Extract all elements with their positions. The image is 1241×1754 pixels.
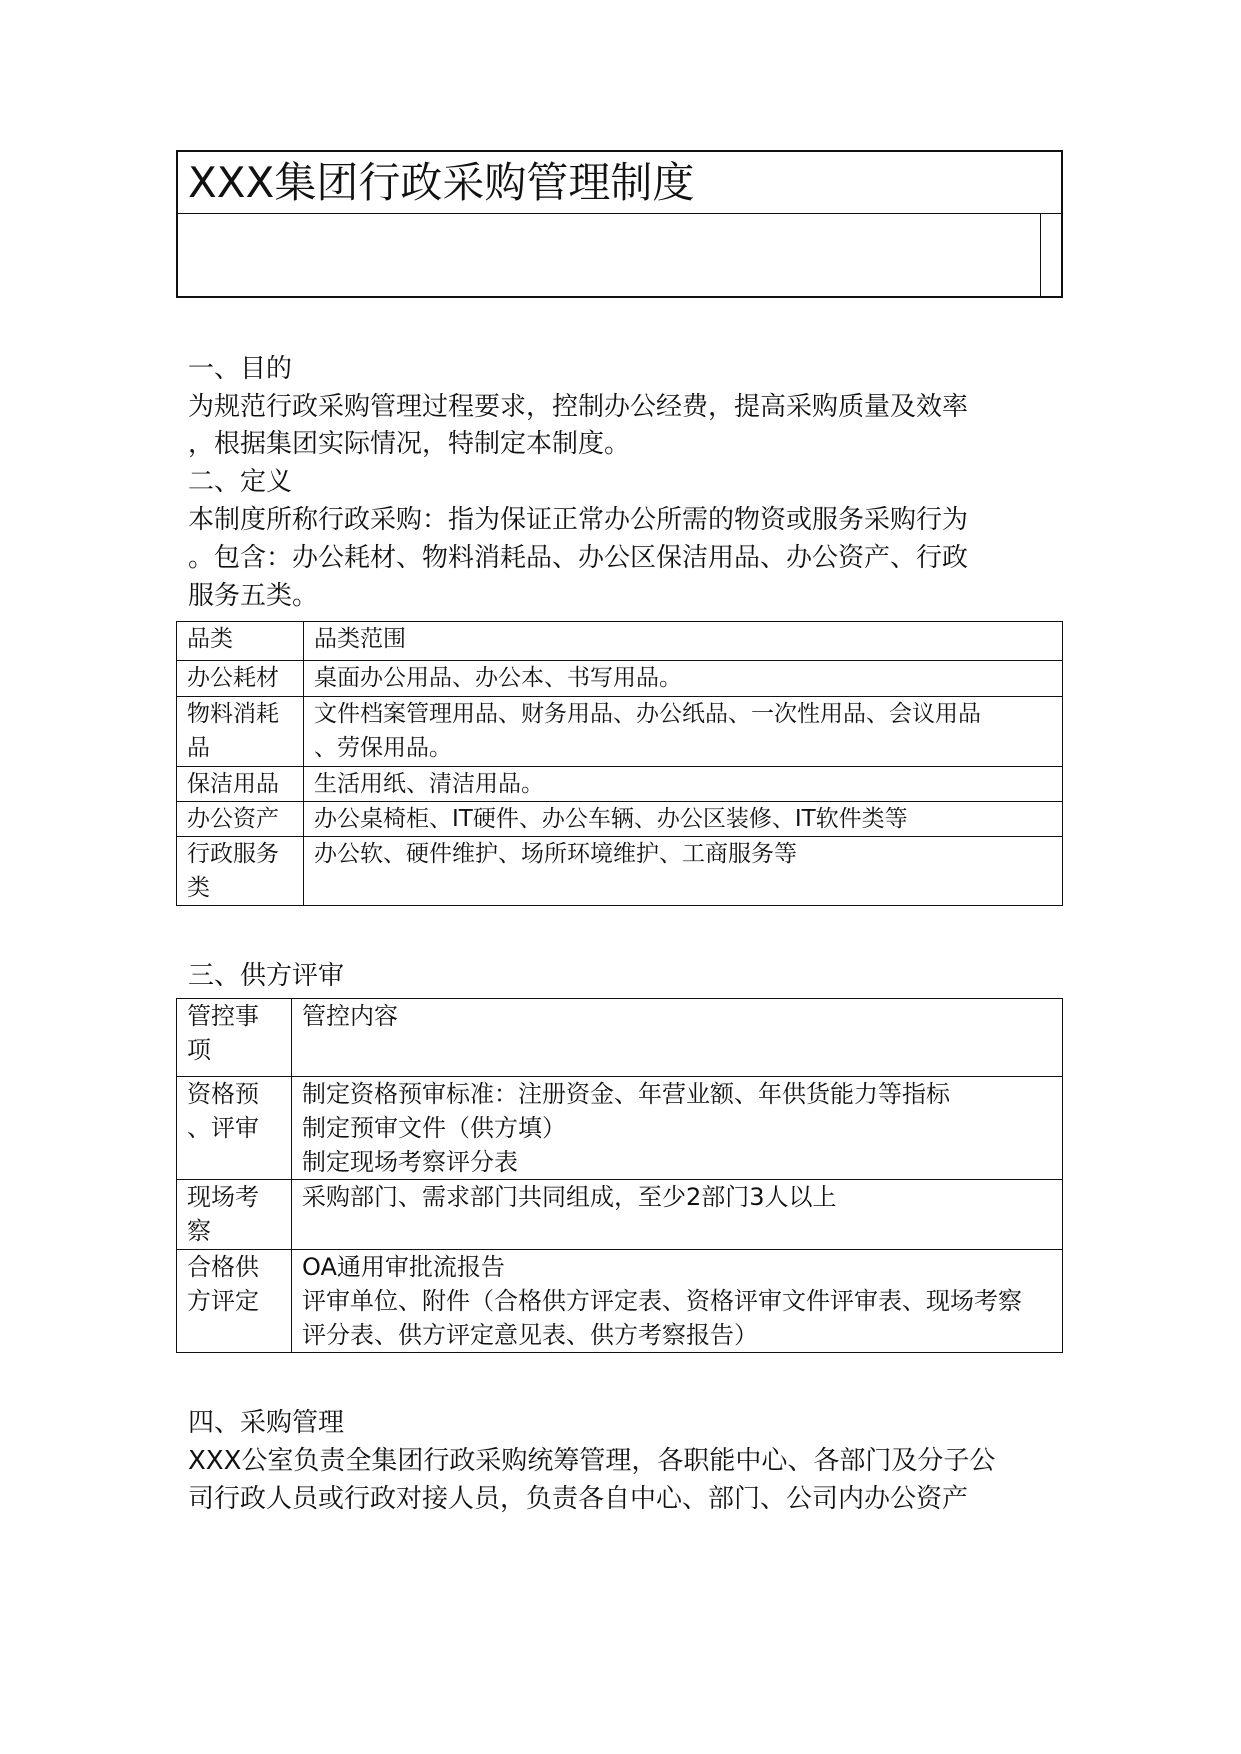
cell-text: 现场考	[187, 1183, 259, 1211]
table-row	[177, 697, 1063, 767]
header-category: 品类	[187, 626, 233, 652]
cell-text: 办公桌椅柜、IT硬件、办公车辆、办公区装修、IT软件类等	[314, 806, 908, 832]
cell-text: 制定现场考察评分表	[302, 1148, 518, 1176]
table-row	[177, 1180, 1063, 1250]
table-cell	[177, 1250, 292, 1353]
table-row	[177, 767, 1063, 802]
section-2-heading: 二、定义	[188, 467, 293, 497]
table-cell	[304, 802, 1063, 837]
title-blank-row	[178, 214, 1061, 296]
table-header-cell	[292, 999, 1063, 1077]
cell-text: 办公资产	[187, 806, 279, 832]
table-cell	[304, 837, 1063, 906]
table-row	[177, 661, 1063, 697]
title-blank-divider	[1040, 214, 1041, 296]
table-cell	[177, 802, 304, 837]
header-content: 管控内容	[302, 1002, 398, 1030]
section-2-line-3: 服务五类。	[188, 581, 319, 611]
cell-text: 、劳保用品。	[314, 735, 452, 761]
supplier-review-table	[176, 998, 1063, 1353]
cell-text: 行政服务	[187, 841, 279, 867]
table-cell	[177, 1180, 292, 1250]
cell-text: 品	[187, 735, 210, 761]
table-cell	[292, 1077, 1063, 1180]
table-row	[177, 837, 1063, 906]
cell-text: 类	[187, 875, 210, 901]
table-cell	[177, 837, 304, 906]
table-cell	[304, 661, 1063, 697]
table-cell	[292, 1250, 1063, 1353]
section-1-line-2: ，根据集团实际情况，特制定本制度。	[188, 429, 631, 459]
table-cell	[304, 697, 1063, 767]
cell-text: 保洁用品	[187, 771, 279, 797]
table-header-row	[177, 999, 1063, 1077]
table-cell	[304, 767, 1063, 802]
table-row	[177, 1077, 1063, 1180]
cell-text: 文件档案管理用品、财务用品、办公纸品、一次性用品、会议用品	[314, 701, 981, 727]
cell-text: 制定预审文件（供方填）	[302, 1114, 566, 1142]
cell-text: OA通用审批流报告	[302, 1253, 505, 1281]
table-header-cell	[304, 622, 1063, 661]
table-row	[177, 1250, 1063, 1353]
cell-text: 资格预	[187, 1080, 259, 1108]
table-cell	[292, 1180, 1063, 1250]
section-3-heading: 三、供方评审	[188, 961, 345, 991]
cell-text: 物料消耗	[187, 701, 279, 727]
table-cell	[177, 1077, 292, 1180]
table-cell	[177, 661, 304, 697]
cell-text: 察	[187, 1217, 211, 1245]
section-1-heading: 一、目的	[188, 354, 293, 384]
table-header-row	[177, 622, 1063, 661]
cell-text: 办公软、硬件维护、场所环境维护、工商服务等	[314, 841, 797, 867]
table-header-cell	[177, 999, 292, 1077]
table-header-cell	[177, 622, 304, 661]
cell-text: 合格供	[187, 1253, 259, 1281]
cell-text: 、评审	[187, 1114, 259, 1142]
section-4-line-1: XXX公室负责全集团行政采购统筹管理，各职能中心、各部门及分子公	[188, 1446, 996, 1476]
table-row	[177, 802, 1063, 837]
cell-text: 方评定	[187, 1287, 259, 1315]
section-2-line-1: 本制度所称行政采购：指为保证正常办公所需的物资或服务采购行为	[188, 505, 969, 535]
section-4-heading: 四、采购管理	[188, 1408, 345, 1438]
title-box	[176, 150, 1063, 298]
section-2-line-2: 。包含：办公耗材、物料消耗品、办公区保洁用品、办公资产、行政	[188, 543, 969, 573]
section-1-line-1: 为规范行政采购管理过程要求，控制办公经费，提高采购质量及效率	[188, 392, 969, 422]
cell-text: 评分表、供方评定意见表、供方考察报告）	[302, 1321, 758, 1349]
table-cell	[177, 697, 304, 767]
document-title: XXX集团行政采购管理制度	[188, 157, 695, 207]
cell-text: 采购部门、需求部门共同组成，至少2部门3人以上	[302, 1183, 837, 1211]
section-4-line-2: 司行政人员或行政对接人员，负责各自中心、部门、公司内办公资产	[188, 1484, 969, 1514]
cell-text: 评审单位、附件（合格供方评定表、资格评审文件评审表、现场考察	[302, 1287, 1022, 1315]
title-row	[178, 152, 1061, 214]
table-cell	[177, 767, 304, 802]
cell-text: 生活用纸、清洁用品。	[314, 771, 544, 797]
category-table	[176, 621, 1063, 906]
cell-text: 办公耗材	[187, 665, 279, 691]
header-item: 管控事	[187, 1002, 259, 1030]
header-item: 项	[187, 1036, 211, 1064]
header-scope: 品类范围	[314, 626, 406, 652]
cell-text: 制定资格预审标准：注册资金、年营业额、年供货能力等指标	[302, 1080, 950, 1108]
cell-text: 桌面办公用品、办公本、书写用品。	[314, 665, 682, 691]
